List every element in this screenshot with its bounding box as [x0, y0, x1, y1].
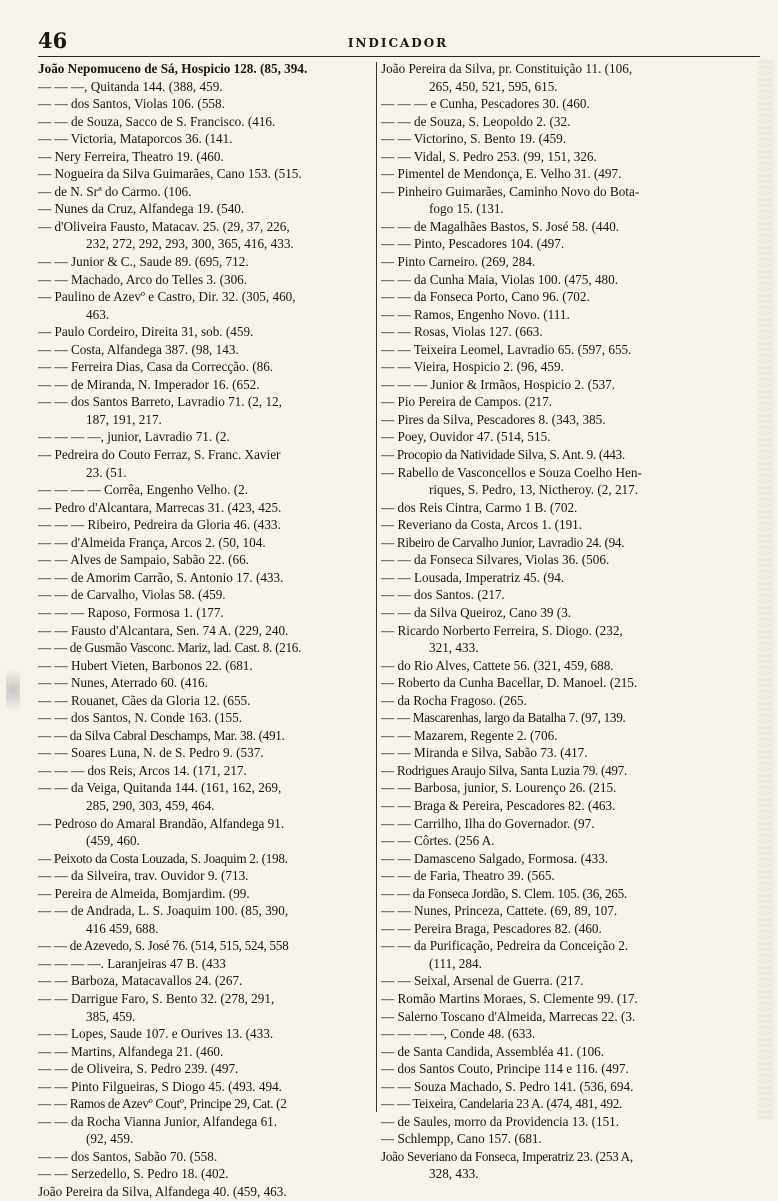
page-number: 46: [38, 28, 68, 53]
directory-entry: — — — —. Laranjeiras 47 B. (433: [38, 955, 226, 971]
directory-entry: — — Serzedello, S. Pedro 18. (402.: [38, 1166, 229, 1182]
directory-entry: — — Ramos, Engenho Novo. (111.: [381, 306, 570, 322]
page-header: [38, 30, 758, 54]
left-column: [38, 60, 374, 1201]
entry-continuation: riques, S. Pedro, 13, Nictheroy. (2, 217.: [429, 482, 639, 498]
entry-continuation: 265, 450, 521, 595, 615.: [429, 78, 558, 94]
directory-entry: — — da Silva Queiroz, Cano 39 (3.: [381, 604, 572, 620]
directory-entry: — — dos Santos, Violas 106. (558.: [38, 96, 225, 112]
entry-continuation: 328, 433.: [429, 1166, 479, 1182]
directory-entry: — de Saules, morro da Providencia 13. (151.: [381, 1113, 620, 1129]
entry-continuation: 321, 433.: [429, 640, 479, 656]
directory-entry: — — de Souza, Sacco de S. Francisco. (416.: [38, 113, 276, 129]
directory-entry: — — Ramos de Azevº Coutº, Principe 29, Cat. (2: [38, 1096, 287, 1112]
directory-entry: — — — e Cunha, Pescadores 30. (460.: [381, 96, 590, 112]
entry-continuation: 416 459, 688.: [86, 920, 159, 936]
directory-entry: — dos Santos Couto, Principe 114 e 116. (497.: [381, 1061, 629, 1077]
directory-entry: — — — Junior & Irmãos, Hospicio 2. (537.: [381, 376, 616, 392]
directory-entry: — Schlempp, Cano 157. (681.: [381, 1131, 542, 1147]
directory-entry: — — Braga & Pereira, Pescadores 82. (463.: [381, 797, 616, 813]
directory-entry: — — Rouanet, Cães da Gloria 12. (655.: [38, 692, 251, 708]
directory-entry: — — Pinto, Pescadores 104. (497.: [381, 236, 565, 252]
directory-entry: — Poey, Ouvidor 47. (514, 515.: [381, 429, 551, 445]
directory-entry: — — Alves de Sampaio, Sabão 22. (66.: [38, 552, 249, 568]
directory-entry: — — dos Santos. (217.: [381, 587, 505, 603]
directory-entry: — Ricardo Norberto Ferreira, S. Diogo. (232,: [381, 622, 623, 638]
directory-entry: — Paulino de Azevº e Castro, Dir. 32. (305, 460,: [38, 289, 296, 305]
directory-entry: — — dos Santos Barreto, Lavradio 71. (2, 12,: [38, 394, 282, 410]
directory-entry: — — de Amorim Carrão, S. Antonio 17. (433.: [38, 569, 284, 585]
directory-entry: — — Rosas, Violas 127. (663.: [381, 324, 543, 340]
directory-entry: — — — — Corrêa, Engenho Velho. (2.: [38, 482, 248, 498]
directory-entry: — — Pinto Filgueiras, S Diogo 45. (493. 494.: [38, 1078, 282, 1094]
directory-entry: — Reveriano da Costa, Arcos 1. (191.: [381, 517, 583, 533]
directory-entry: — — Martins, Alfandega 21. (460.: [38, 1043, 224, 1059]
entry-continuation: 285, 290, 303, 459, 464.: [86, 797, 215, 813]
directory-entry: — — Souza Machado, S. Pedro 141. (536, 694.: [381, 1078, 634, 1094]
directory-entry: — — Soares Luna, N. de S. Pedro 9. (537.: [38, 745, 264, 761]
directory-entry: — Procopio da Natividade Silva, S. Ant. 9. (443.: [381, 447, 625, 463]
directory-entry: — — Teixeira Leomel, Lavradio 65. (597, 655.: [381, 341, 632, 357]
directory-entry: — — de Azevedo, S. José 76. (514, 515, 524, 558: [38, 938, 289, 954]
directory-entry: — Ribeiro de Carvalho Junior, Lavradio 24. (94.: [381, 534, 625, 550]
directory-entry: — — dos Santos, N. Conde 163. (155.: [38, 710, 243, 726]
directory-entry: — Pedroso do Amaral Brandão, Alfandega 91.: [38, 815, 285, 831]
directory-entry: — — Damasceno Salgado, Formosa. (433.: [381, 850, 609, 866]
directory-entry: — — Nunes, Aterrado 60. (416.: [38, 675, 208, 691]
running-title: INDICADOR: [347, 36, 449, 50]
directory-entry: — Pio Pereira de Campos. (217.: [381, 394, 553, 410]
directory-entry: — — da Purificação, Pedreira da Conceição 2.: [381, 938, 629, 954]
directory-entry: — — Vidal, S. Pedro 253. (99, 151, 326.: [381, 148, 597, 164]
column-divider: [376, 62, 377, 1112]
directory-entry: — — de Faria, Theatro 39. (565.: [381, 868, 555, 884]
entry-continuation: 232, 272, 292, 293, 300, 365, 416, 433.: [86, 236, 294, 252]
directory-entry: — — de Souza, S. Leopoldo 2. (32.: [381, 113, 571, 129]
directory-entry: — — Mascarenhas, largo da Batalha 7. (97, 139.: [381, 710, 626, 726]
entry-continuation: 385, 459.: [86, 1008, 136, 1024]
directory-entry: — — Seixal, Arsenal de Guerra. (217.: [381, 973, 584, 989]
directory-entry: — Pimentel de Mendonça, E. Velho 31. (497.: [381, 166, 622, 182]
directory-entry: — — Victorino, S. Bento 19. (459.: [381, 131, 567, 147]
directory-entry: — Rodrigues Araujo Silva, Santa Luzia 79. (497.: [381, 762, 627, 778]
directory-entry: João Pereira da Silva, Alfandega 40. (459, 463.: [38, 1184, 287, 1199]
directory-entry: João Pereira da Silva, pr. Constituição 11. (106,: [381, 61, 633, 76]
directory-entry: — — Nunes, Princeza, Cattete. (69, 89, 107.: [381, 903, 618, 919]
directory-entry: — — — dos Reis, Arcos 14. (171, 217.: [38, 762, 247, 778]
directory-entry: — dos Reis Cintra, Carmo 1 B. (702.: [381, 499, 578, 515]
directory-entry: — — Carrilho, Ilha do Governador. (97.: [381, 815, 595, 831]
directory-entry: — — Machado, Arco do Telles 3. (306.: [38, 271, 248, 287]
directory-entry: — Roberto da Cunha Bacellar, D. Manoel. (215.: [381, 675, 638, 691]
directory-entry: — d'Oliveira Fausto, Matacav. 25. (29, 37, 226,: [38, 218, 290, 234]
entry-continuation: 23. (51.: [86, 464, 127, 480]
directory-entry: — Pereira de Almeida, Bomjardim. (99.: [38, 885, 250, 901]
directory-entry: — — da Silveira, trav. Ouvidor 9. (713.: [38, 868, 249, 884]
directory-entry: — — da Veiga, Quitanda 144. (161, 162, 269,: [38, 780, 282, 796]
directory-entry: — — Darrigue Faro, S. Bento 32. (278, 291,: [38, 990, 275, 1006]
directory-entry: — — de Gusmão Vasconc. Mariz, lad. Cast. 8. (216.: [38, 640, 302, 656]
directory-entry: — Romão Martins Moraes, S. Clemente 99. (17.: [381, 990, 638, 1006]
entry-continuation: fogo 15. (131.: [429, 201, 504, 217]
directory-entry: — — dos Santos, Sabão 70. (558.: [38, 1148, 218, 1164]
directory-entry: — — — —, Conde 48. (633.: [381, 1026, 536, 1042]
page-stain: [6, 660, 20, 720]
directory-entry: — — — Ribeiro, Pedreira da Gloria 46. (433.: [38, 517, 281, 533]
directory-entry: — do Rio Alves, Cattete 56. (321, 459, 688.: [381, 657, 614, 673]
page-edge-shadow: [758, 60, 774, 1120]
entry-continuation: 187, 191, 217.: [86, 411, 162, 427]
entry-continuation: (111, 284.: [429, 955, 482, 971]
right-column: [381, 60, 755, 1183]
directory-entry: — — d'Almeida França, Arcos 2. (50, 104.: [38, 534, 266, 550]
directory-entry: — — de Magalhães Bastos, S. José 58. (440.: [381, 218, 620, 234]
header-rule: [38, 56, 760, 57]
directory-entry: — Nogueira da Silva Guimarães, Cano 153. (515.: [38, 166, 302, 182]
directory-entry: — Pires da Silva, Pescadores 8. (343, 385.: [381, 411, 606, 427]
directory-entry: — Paulo Cordeiro, Direita 31, sob. (459.: [38, 324, 254, 340]
directory-entry: — — de Miranda, N. Imperador 16. (652.: [38, 376, 260, 392]
directory-entry: João Nepomuceno de Sá, Hospicio 128. (85, 394.: [38, 61, 308, 76]
directory-entry: — — — Raposo, Formosa 1. (177.: [38, 604, 224, 620]
directory-entry: — — Costa, Alfandega 387. (98, 143.: [38, 341, 239, 357]
directory-entry: — Pedreira do Couto Ferraz, S. Franc. Xavier: [38, 447, 281, 463]
directory-entry: — Pinto Carneiro. (269, 284.: [381, 254, 536, 270]
directory-entry: — — da Cunha Maia, Violas 100. (475, 480.: [381, 271, 619, 287]
directory-entry: — — Pereira Braga, Pescadores 82. (460.: [381, 920, 602, 936]
directory-entry: — — Lousada, Imperatriz 45. (94.: [381, 569, 565, 585]
directory-entry: — Nunes da Cruz, Alfandega 19. (540.: [38, 201, 245, 217]
directory-entry: — — Victoria, Mataporcos 36. (141.: [38, 131, 233, 147]
directory-entry: — — da Fonseca Jordão, S. Clem. 105. (36, 265.: [381, 885, 627, 901]
directory-entry: — — Barbosa, junior, S. Lourenço 26. (215.: [381, 780, 617, 796]
directory-entry: — — Ferreira Dias, Casa da Correcção. (86.: [38, 359, 274, 375]
directory-entry: — — da Fonseca Porto, Cano 96. (702.: [381, 289, 590, 305]
entry-continuation: (459, 460.: [86, 833, 140, 849]
directory-entry: — — da Rocha Vianna Junior, Alfandega 61.: [38, 1113, 278, 1129]
directory-entry: — — Junior & C., Saude 89. (695, 712.: [38, 254, 249, 270]
directory-entry: João Severiano da Fonseca, Imperatriz 23. (253 A,: [381, 1148, 633, 1164]
directory-entry: — — Vieira, Hospicio 2. (96, 459.: [381, 359, 564, 375]
directory-entry: — — de Andrada, L. S. Joaquim 100. (85, 390,: [38, 903, 289, 919]
directory-entry: — — Côrtes. (256 A.: [381, 833, 495, 849]
directory-entry: — — de Oliveira, S. Pedro 239. (497.: [38, 1061, 239, 1077]
directory-entry: — — de Carvalho, Violas 58. (459.: [38, 587, 226, 603]
directory-entry: — — Miranda e Silva, Sabão 73. (417.: [381, 745, 588, 761]
directory-entry: — Peixoto da Costa Louzada, S. Joaquim 2. (198.: [38, 850, 288, 866]
directory-entry: — Pinheiro Guimarães, Caminho Novo do Bota-: [381, 183, 640, 199]
entry-continuation: (92, 459.: [86, 1131, 134, 1147]
directory-entry: — Nery Ferreira, Theatro 19. (460.: [38, 148, 224, 164]
directory-entry: — — Mazarem, Regente 2. (706.: [381, 727, 558, 743]
directory-entry: — da Rocha Fragoso. (265.: [381, 692, 527, 708]
directory-entry: — — Barboza, Matacavallos 24. (267.: [38, 973, 243, 989]
directory-entry: — — da Silva Cabral Deschamps, Mar. 38. (491.: [38, 727, 285, 743]
directory-entry: — Rabello de Vasconcellos e Souza Coelho Hen-: [381, 464, 642, 480]
directory-entry: — de Santa Candida, Assembléa 41. (106.: [381, 1043, 605, 1059]
directory-entry: — — Lopes, Saude 107. e Ourives 13. (433.: [38, 1026, 274, 1042]
directory-entry: — Salerno Toscano d'Almeida, Marrecas 22. (3.: [381, 1008, 636, 1024]
directory-entry: — — — —, junior, Lavradio 71. (2.: [38, 429, 230, 445]
directory-entry: — — Hubert Vieten, Barbonos 22. (681.: [38, 657, 253, 673]
directory-entry: — de N. Srª do Carmo. (106.: [38, 183, 192, 199]
entry-continuation: 463.: [86, 306, 110, 322]
directory-entry: — Pedro d'Alcantara, Marrecas 31. (423, 425.: [38, 499, 282, 515]
directory-entry: — — da Fonseca Silvares, Violas 36. (506.: [381, 552, 610, 568]
directory-entry: — — Teixeira, Candelaria 23 A. (474, 481, 492.: [381, 1096, 623, 1112]
directory-entry: — — Fausto d'Alcantara, Sen. 74 A. (229, 240.: [38, 622, 289, 638]
directory-entry: — — —, Quitanda 144. (388, 459.: [38, 78, 223, 94]
